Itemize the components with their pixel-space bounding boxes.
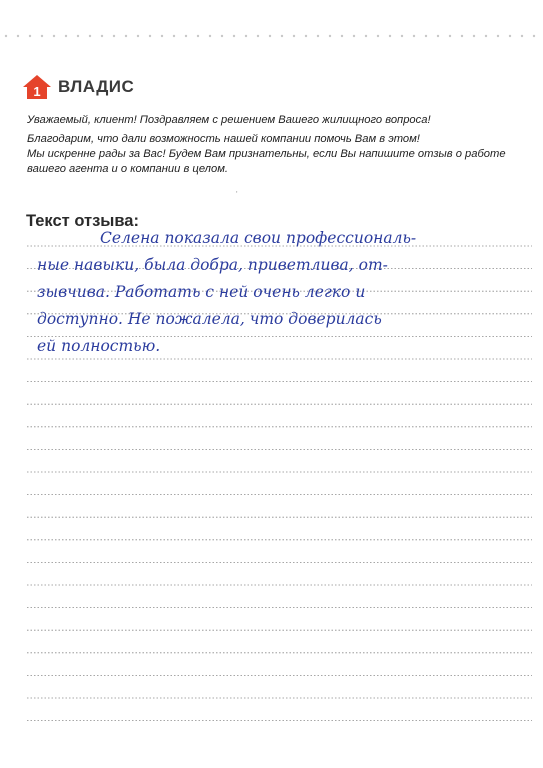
brand-name: ВЛАДИС xyxy=(58,77,135,96)
logo-number: 1 xyxy=(33,84,41,99)
intro-request-cont: вашего агента и о компании в целом. xyxy=(27,163,228,175)
handwritten-line: зывчива. Работать с ней очень легко и xyxy=(37,283,366,301)
stray-mark: ' xyxy=(236,190,238,199)
intro-greeting: Уважаемый, клиент! Поздравляем с решением Вашего жилищного вопроса! xyxy=(27,114,431,126)
handwritten-line: ей полностью. xyxy=(37,337,161,355)
perforation-dot xyxy=(17,35,19,37)
perforation-dot xyxy=(5,35,7,37)
perforation-dot xyxy=(533,35,535,37)
review-heading: Текст отзыва: xyxy=(26,212,139,230)
intro-request: Мы искренне рады за Вас! Будем Вам признательны, если Вы напишите отзыв о работе xyxy=(27,148,506,160)
ruled-lines xyxy=(27,0,532,768)
intro-thanks: Благодарим, что дали возможность нашей компании помочь Вам в этом! xyxy=(27,133,420,145)
handwritten-line: Селена показала свои профессиональ- xyxy=(100,229,417,247)
handwritten-line: ные навыки, была добра, приветлива, от- xyxy=(37,256,388,274)
handwritten-line: доступно. Не пожалела, что доверилась xyxy=(37,310,382,328)
